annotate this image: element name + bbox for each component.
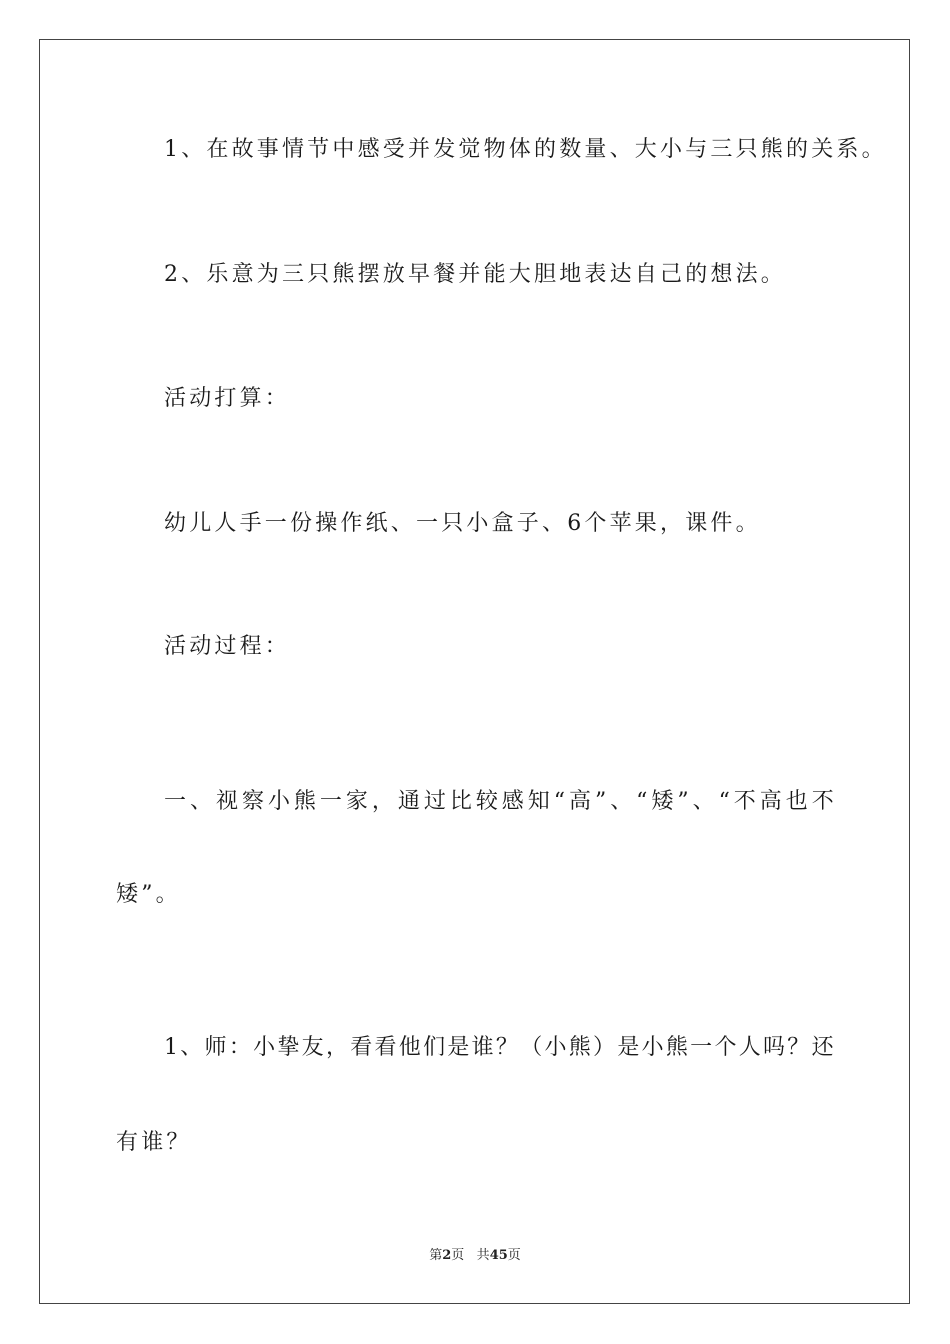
footer-total-prefix: 共 bbox=[476, 1248, 490, 1263]
page-footer bbox=[0, 1247, 950, 1265]
paragraph-step-1-line-2: 矮”。 bbox=[116, 882, 181, 907]
paragraph-step-1-line-1: 一 、 视 察 小 熊 一 家 ， 通 过 比 较 感 知 “ 高 ” 、 “ 矮 ” 、 “ 不 高 也 不 bbox=[164, 789, 834, 814]
footer-total-suffix: 页 bbox=[507, 1248, 521, 1263]
heading-activity-process: 活动过程： bbox=[164, 634, 291, 659]
paragraph-teacher-line-2: 有谁？ bbox=[116, 1130, 192, 1155]
paragraph-objective-1: 1、在故事情节中感受并发觉物体的数量、大小与三只熊的关系。 bbox=[164, 137, 887, 162]
footer-total-pages: 45 bbox=[489, 1248, 508, 1263]
paragraph-materials: 幼儿人手一份操作纸、一只小盒子、6个苹果，课件。 bbox=[164, 511, 761, 536]
paragraph-teacher-line-1: 1 、 师 ： 小 挚 友 ， 看 看 他 们 是 谁 ？ （ 小 熊 ） 是 小 熊 一 个 人 吗 ？ 还 bbox=[164, 1035, 834, 1060]
paragraph-objective-2: 2、乐意为三只熊摆放早餐并能大胆地表达自己的想法。 bbox=[164, 262, 786, 287]
page-frame bbox=[39, 39, 910, 1304]
heading-activity-preparation: 活动打算： bbox=[164, 386, 291, 411]
footer-page-number: 2 bbox=[442, 1248, 452, 1263]
footer-page-prefix: 第 bbox=[429, 1248, 443, 1263]
footer-page-suffix: 页 bbox=[451, 1248, 465, 1263]
